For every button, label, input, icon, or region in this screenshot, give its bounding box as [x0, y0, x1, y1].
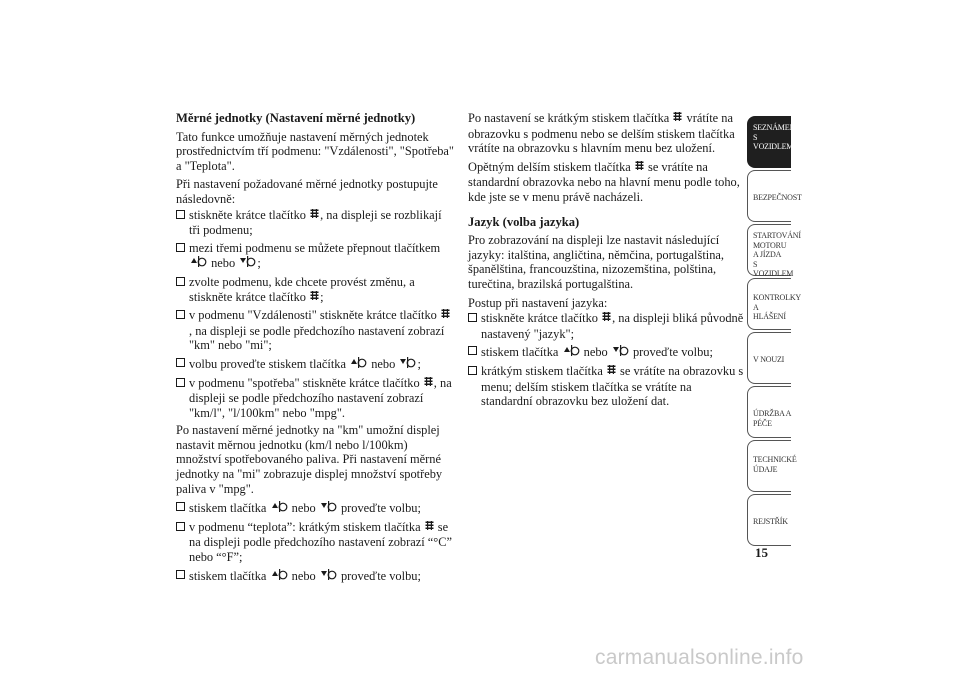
bullet-item: stiskněte krátce tlačítko , na displeji se rozblikají tři podmenu;: [176, 208, 454, 238]
checkbox-bullet-icon: [176, 378, 185, 387]
menu-set-icon: [425, 520, 434, 536]
checkbox-bullet-icon: [176, 210, 185, 219]
bullet-item: zvolte podmenu, kde chcete provést změnu, a stiskněte krátce tlačítko ;: [176, 275, 454, 305]
arrow-down-button-icon: [320, 568, 337, 585]
languages-paragraph: Pro zobrazování na displeji lze nastavit následující jazyky: italština, angličtina, němčina, portugalština, španělština, francouzština, nizozemština, polština, turečtina, brazilská portugalština.: [468, 233, 724, 291]
bullet-item: mezi třemi podmenu se můžete přepnout tlačítkem nebo ;: [176, 241, 454, 272]
bullet-item: stiskem tlačítka nebo proveďte volbu;: [468, 344, 744, 361]
menu-set-icon: [673, 111, 682, 127]
intro-paragraph: Tato funkce umožňuje nastavení měrných jednotek prostřednictvím tří podmenu: "Vzdálenosti", "Spotřeba" a "Teplota".: [176, 129, 454, 173]
lead-paragraph: Při nastavení požadované měrné jednotky postupujte následovně:: [176, 177, 438, 206]
arrow-up-button-icon: [190, 255, 207, 272]
checkbox-bullet-icon: [176, 358, 185, 367]
arrow-down-button-icon: [320, 500, 337, 517]
tab-bezpecnost[interactable]: BEZPEČNOST: [747, 170, 791, 222]
bullet-item: krátkým stiskem tlačítka se vrátíte na obrazovku s menu; delším stiskem tlačítka se vrátíte na standardní obrazovku bez uložení dat.: [468, 364, 744, 409]
section-heading-units: Měrné jednotky (Nastavení měrné jednotky): [176, 111, 416, 125]
bullet-item: stiskem tlačítka nebo proveďte volbu;: [176, 500, 454, 517]
checkbox-bullet-icon: [176, 570, 185, 579]
menu-set-icon: [602, 311, 611, 327]
long-press-paragraph: Opětným delším stiskem tlačítka se vrátíte na standardní obrazovka nebo na hlavní menu podle toho, kde jste se v menu právě nacházeli.: [468, 159, 740, 204]
tab-seznameni-s-vozidlem[interactable]: SEZNÁMENÍ S VOZIDLEM: [747, 116, 791, 168]
tab-udrzba-a-pece[interactable]: ÚDRŽBA A PÉČE: [747, 386, 791, 438]
checkbox-bullet-icon: [176, 502, 185, 511]
bullet-item: v podmenu "spotřeba" stiskněte krátce tlačítko , na displeji se podle předchozího nastavení zobrazí "km/l", "l/100km" nebo "mpg".: [176, 376, 454, 421]
arrow-up-button-icon: [271, 568, 288, 585]
checkbox-bullet-icon: [176, 243, 185, 252]
arrow-down-button-icon: [399, 356, 416, 373]
menu-set-icon: [441, 308, 450, 324]
menu-set-icon: [424, 376, 433, 392]
arrow-down-button-icon: [612, 344, 629, 361]
tab-technicke-udaje[interactable]: TECHNICKÉ ÚDAJE: [747, 440, 791, 492]
bullet-item: stiskem tlačítka nebo proveďte volbu;: [176, 568, 454, 585]
checkbox-bullet-icon: [468, 313, 477, 322]
menu-set-icon: [310, 290, 319, 306]
arrow-up-button-icon: [350, 356, 367, 373]
page-number: 15: [755, 545, 768, 560]
bullet-item: volbu proveďte stiskem tlačítka nebo ;: [176, 356, 454, 373]
language-lead-paragraph: Postup při nastavení jazyka:: [468, 295, 608, 310]
arrow-down-button-icon: [239, 255, 256, 272]
tab-v-nouzi[interactable]: V NOUZI: [747, 332, 791, 384]
tab-startovani[interactable]: STARTOVÁNÍ MOTORU A JÍZDA S VOZIDLEM: [747, 224, 791, 276]
return-paragraph: Po nastavení se krátkým stiskem tlačítka vrátíte na obrazovku s podmenu nebo se delším stiskem tlačítka vrátíte na obrazovku s hlavním menu bez uložení.: [468, 111, 735, 156]
tab-rejstrik[interactable]: REJSTŘÍK: [747, 494, 791, 546]
bullet-item: v podmenu “teplota”: krátkým stiskem tlačítka se na displeji podle předchozího nastavení zobrazí “°C” nebo “°F”;: [176, 520, 454, 565]
checkbox-bullet-icon: [176, 277, 185, 286]
checkbox-bullet-icon: [176, 522, 185, 531]
bullet-item: v podmenu "Vzdálenosti" stiskněte krátce tlačítko , na displeji se podle předchozího nastavení zobrazí "km" nebo "mi";: [176, 308, 454, 353]
checkbox-bullet-icon: [468, 346, 477, 355]
arrow-up-button-icon: [271, 500, 288, 517]
section-heading-language: Jazyk (volba jazyka): [468, 214, 580, 229]
left-column: [176, 111, 454, 587]
menu-set-icon: [635, 160, 644, 176]
arrow-up-button-icon: [563, 344, 580, 361]
units-note-paragraph: Po nastavení měrné jednotky na "km" umožní displej nastavit měrnou jednotku (km/l nebo l/100km) množství spotřebovaného paliva. Při nastavení měrné jednotky na "mi" zobrazuje displej množství spotřeby paliva v "mpg".: [176, 423, 443, 496]
checkbox-bullet-icon: [176, 310, 185, 319]
watermark: carmanualsonline.info: [595, 646, 804, 669]
menu-set-icon: [310, 208, 319, 224]
right-column: [468, 111, 744, 412]
menu-set-icon: [607, 364, 616, 380]
bullet-item: stiskněte krátce tlačítko , na displeji bliká původně nastavený "jazyk";: [468, 311, 744, 341]
tab-kontrolky-a-hlaseni[interactable]: KONTROLKY A HLÁŠENÍ: [747, 278, 791, 330]
checkbox-bullet-icon: [468, 366, 477, 375]
